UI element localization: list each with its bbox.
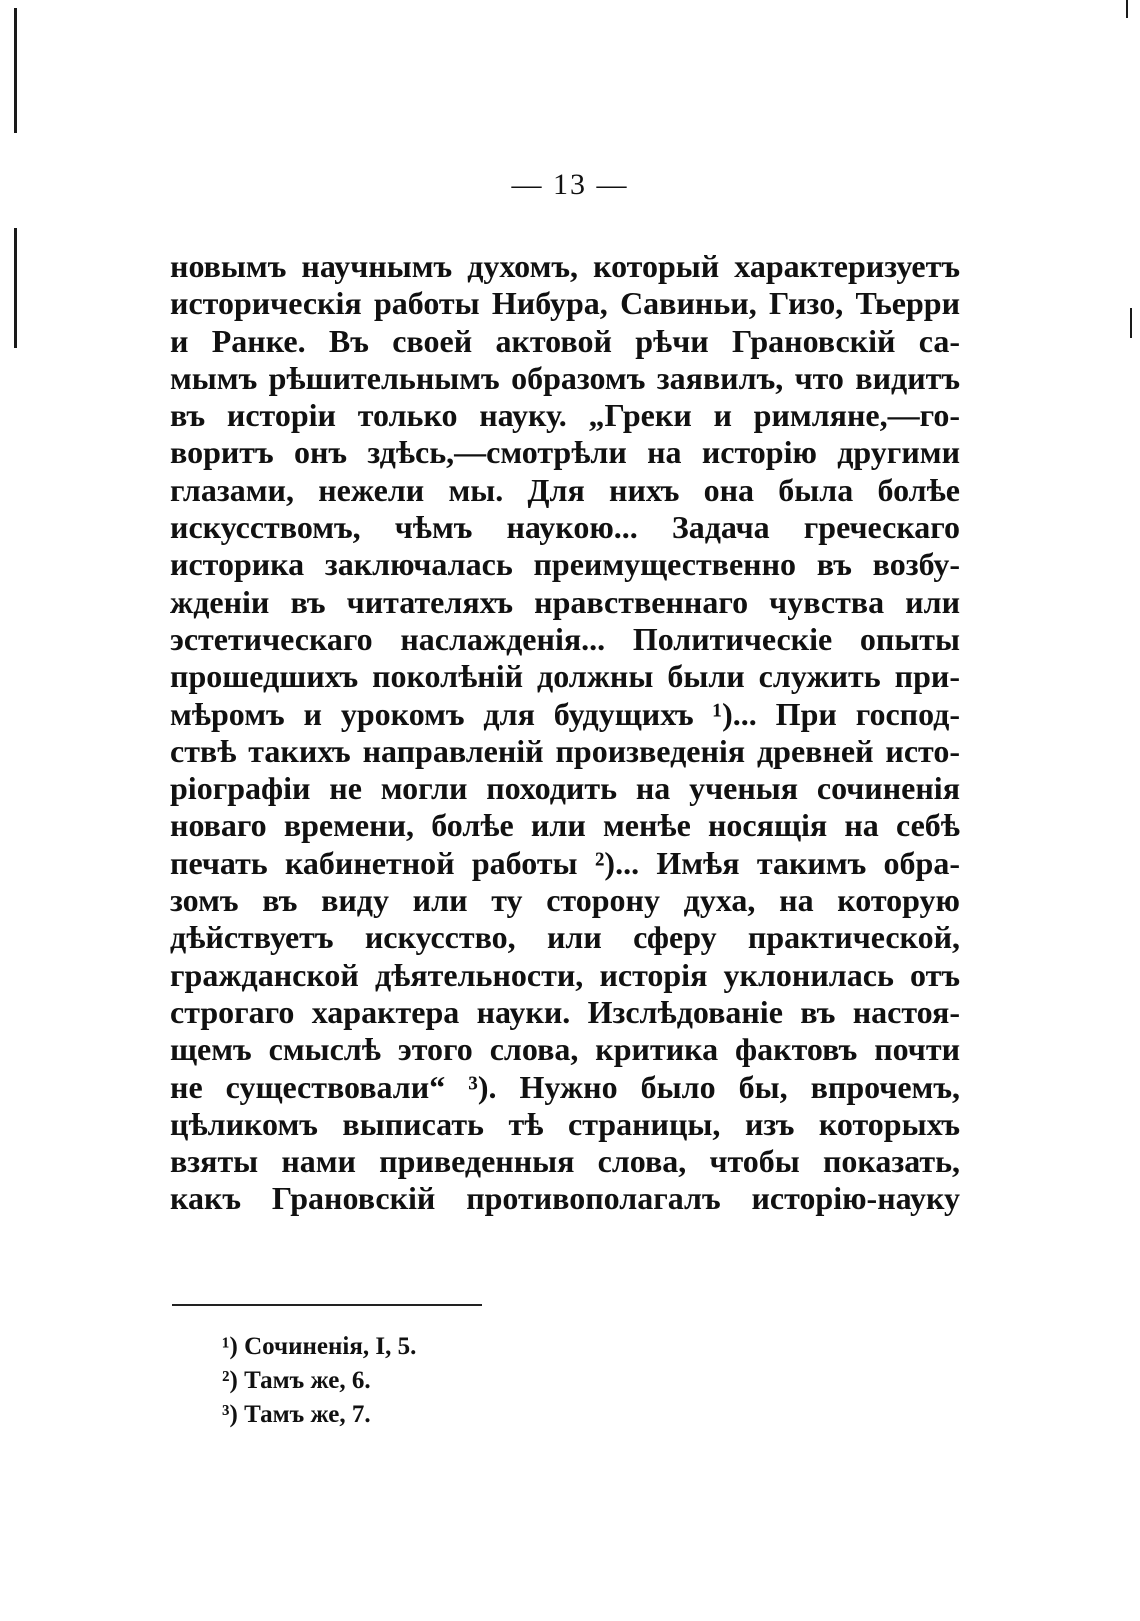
text-line: историческія работы Нибура, Савиньи, Гизо, Тьерри (170, 285, 960, 322)
text-line: историка заключалась преимущественно въ возбу- (170, 546, 960, 583)
text-line: печать кабинетной работы ²)... Имѣя такимъ обра- (170, 844, 960, 881)
body-text (170, 248, 960, 1218)
text-line: жденіи въ читателяхъ нравственнаго чувства или (170, 583, 960, 620)
footnote-mark: ²) (222, 1367, 238, 1394)
text-line: строгаго характера науки. Изслѣдованіе въ настоя- (170, 993, 960, 1030)
scan-edge-mark-right (1130, 308, 1132, 338)
text-line: и Ранке. Въ своей актовой рѣчи Грановскій са- (170, 322, 960, 359)
footnote (222, 1398, 416, 1432)
text-line: мымъ рѣшительнымъ образомъ заявилъ, что видитъ (170, 359, 960, 396)
text-line: гражданской дѣятельности, исторія уклонилась отъ (170, 956, 960, 993)
text-line: искусствомъ, чѣмъ наукою... Задача греческаго (170, 509, 960, 546)
text-line: взяты нами приведенныя слова, чтобы показать, (170, 1143, 960, 1180)
text-line: глазами, нежели мы. Для нихъ она была болѣе (170, 471, 960, 508)
page-number: — 13 — (511, 168, 629, 201)
footnote-text: Тамъ же, 6. (244, 1367, 371, 1394)
text-line: ствѣ такихъ направленій произведенія древней исто- (170, 732, 960, 769)
scan-edge-mark-top-right (1126, 0, 1128, 18)
footnote-mark: ³) (222, 1401, 238, 1428)
footnote-separator (172, 1304, 482, 1306)
text-line: не существовали“ ³). Нужно было бы, впрочемъ, (170, 1068, 960, 1105)
text-line: щемъ смыслѣ этого слова, критика фактовъ почти (170, 1031, 960, 1068)
text-line: прошедшихъ поколѣній должны были служить при- (170, 658, 960, 695)
text-line: въ исторіи только науку. „Греки и римляне,—го- (170, 397, 960, 434)
footnote (222, 1330, 416, 1364)
scan-edge-mark-left (14, 228, 17, 348)
text-line: ріографіи не могли походить на ученыя сочиненія (170, 770, 960, 807)
scan-edge-mark-top-left (14, 8, 17, 133)
text-line: дѣйствуетъ искусство, или сферу практической, (170, 919, 960, 956)
text-line: эстетическаго наслажденія... Политическіе опыты (170, 620, 960, 657)
text-line: новымъ научнымъ духомъ, который характеризуетъ (170, 248, 960, 284)
footnotes-list (222, 1330, 416, 1432)
text-line: новаго времени, болѣе или менѣе носящія на себѣ (170, 807, 960, 844)
text-line: воритъ онъ здѣсь,—смотрѣли на исторію другими (170, 434, 960, 471)
footnote-mark: ¹) (222, 1333, 238, 1360)
text-line: цѣликомъ выписать тѣ страницы, изъ которыхъ (170, 1105, 960, 1142)
footnote-text: Тамъ же, 7. (244, 1401, 371, 1428)
text-line: какъ Грановскій противополагалъ исторію-науку (170, 1180, 960, 1217)
text-line: мѣромъ и урокомъ для будущихъ ¹)... При господ- (170, 695, 960, 732)
footnote (222, 1364, 416, 1398)
text-line: зомъ въ виду или ту сторону духа, на которую (170, 882, 960, 919)
footnote-text: Сочиненія, I, 5. (244, 1333, 417, 1360)
